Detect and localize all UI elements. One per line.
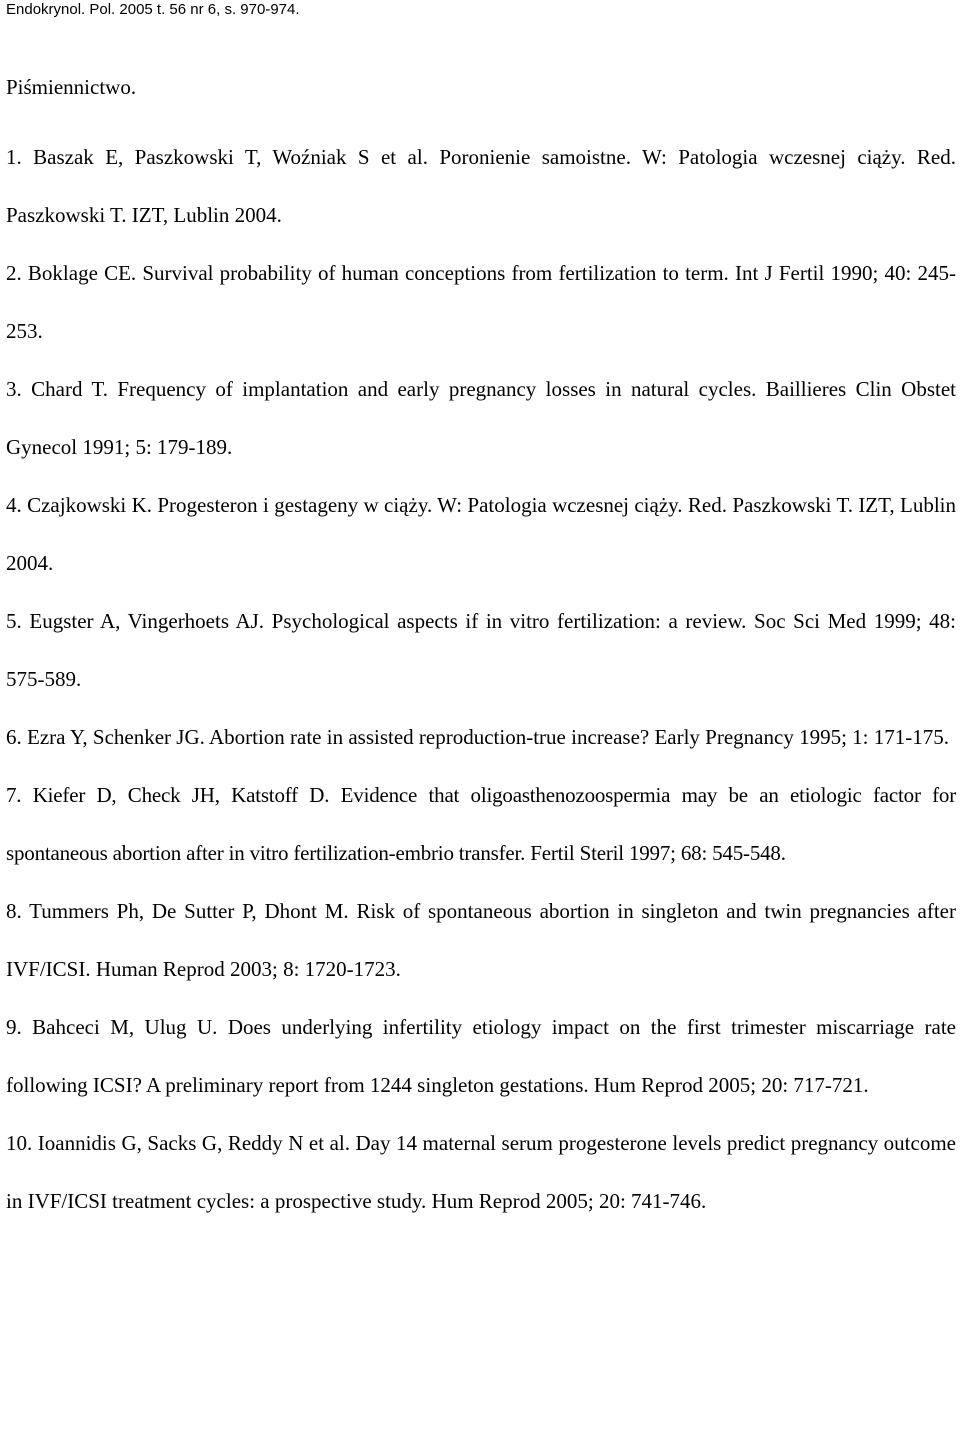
reference-item: 8. Tummers Ph, De Sutter P, Dhont M. Risk of spontaneous abortion in singleton and twin pregnancies after IVF/ICSI. Human Reprod 2003; 8: 1720-1723. [6,899,956,981]
reference-item: 10. Ioannidis G, Sacks G, Reddy N et al. Day 14 maternal serum progesterone levels predict pregnancy outcome in IVF/ICSI treatment cycles: a prospective study. Hum Reprod 2005; 20: 741-746. [6,1131,956,1213]
reference-item: 7. Kiefer D, Check JH, Katstoff D. Evidence that oligoasthenozoospermia may be an etiologic factor for spontaneous abortion after in vitro fertilization-embrio transfer. Fertil Steril 1997; 68: 545-548. [6,783,956,865]
journal-header: Endokrynol. Pol. 2005 t. 56 nr 6, s. 970-974. [6,1,300,18]
reference-item: 2. Boklage CE. Survival probability of human conceptions from fertilization to term. Int J Fertil 1990; 40: 245-253. [6,261,956,343]
section-title: Piśmiennictwo. [6,75,137,99]
reference-item: 5. Eugster A, Vingerhoets AJ. Psychological aspects if in vitro fertilization: a review. Soc Sci Med 1999; 48: 575-589. [6,609,956,691]
reference-item: 9. Bahceci M, Ulug U. Does underlying infertility etiology impact on the first trimester miscarriage rate following ICSI? A preliminary report from 1244 singleton gestations. Hum Reprod 2005; 20: 717-721. [6,1015,956,1097]
reference-list [6,128,956,1230]
reference-item: 1. Baszak E, Paszkowski T, Woźniak S et al. Poronienie samoistne. W: Patologia wczesnej ciąży. Red. Paszkowski T. IZT, Lublin 2004. [6,145,956,227]
reference-item: 6. Ezra Y, Schenker JG. Abortion rate in assisted reproduction-true increase? Early Pregnancy 1995; 1: 171-175. [6,725,949,749]
reference-item: 3. Chard T. Frequency of implantation and early pregnancy losses in natural cycles. Baillieres Clin Obstet Gynecol 1991; 5: 179-189. [6,377,956,459]
reference-item: 4. Czajkowski K. Progesteron i gestageny w ciąży. W: Patologia wczesnej ciąży. Red. Paszkowski T. IZT, Lublin 2004. [6,493,956,575]
